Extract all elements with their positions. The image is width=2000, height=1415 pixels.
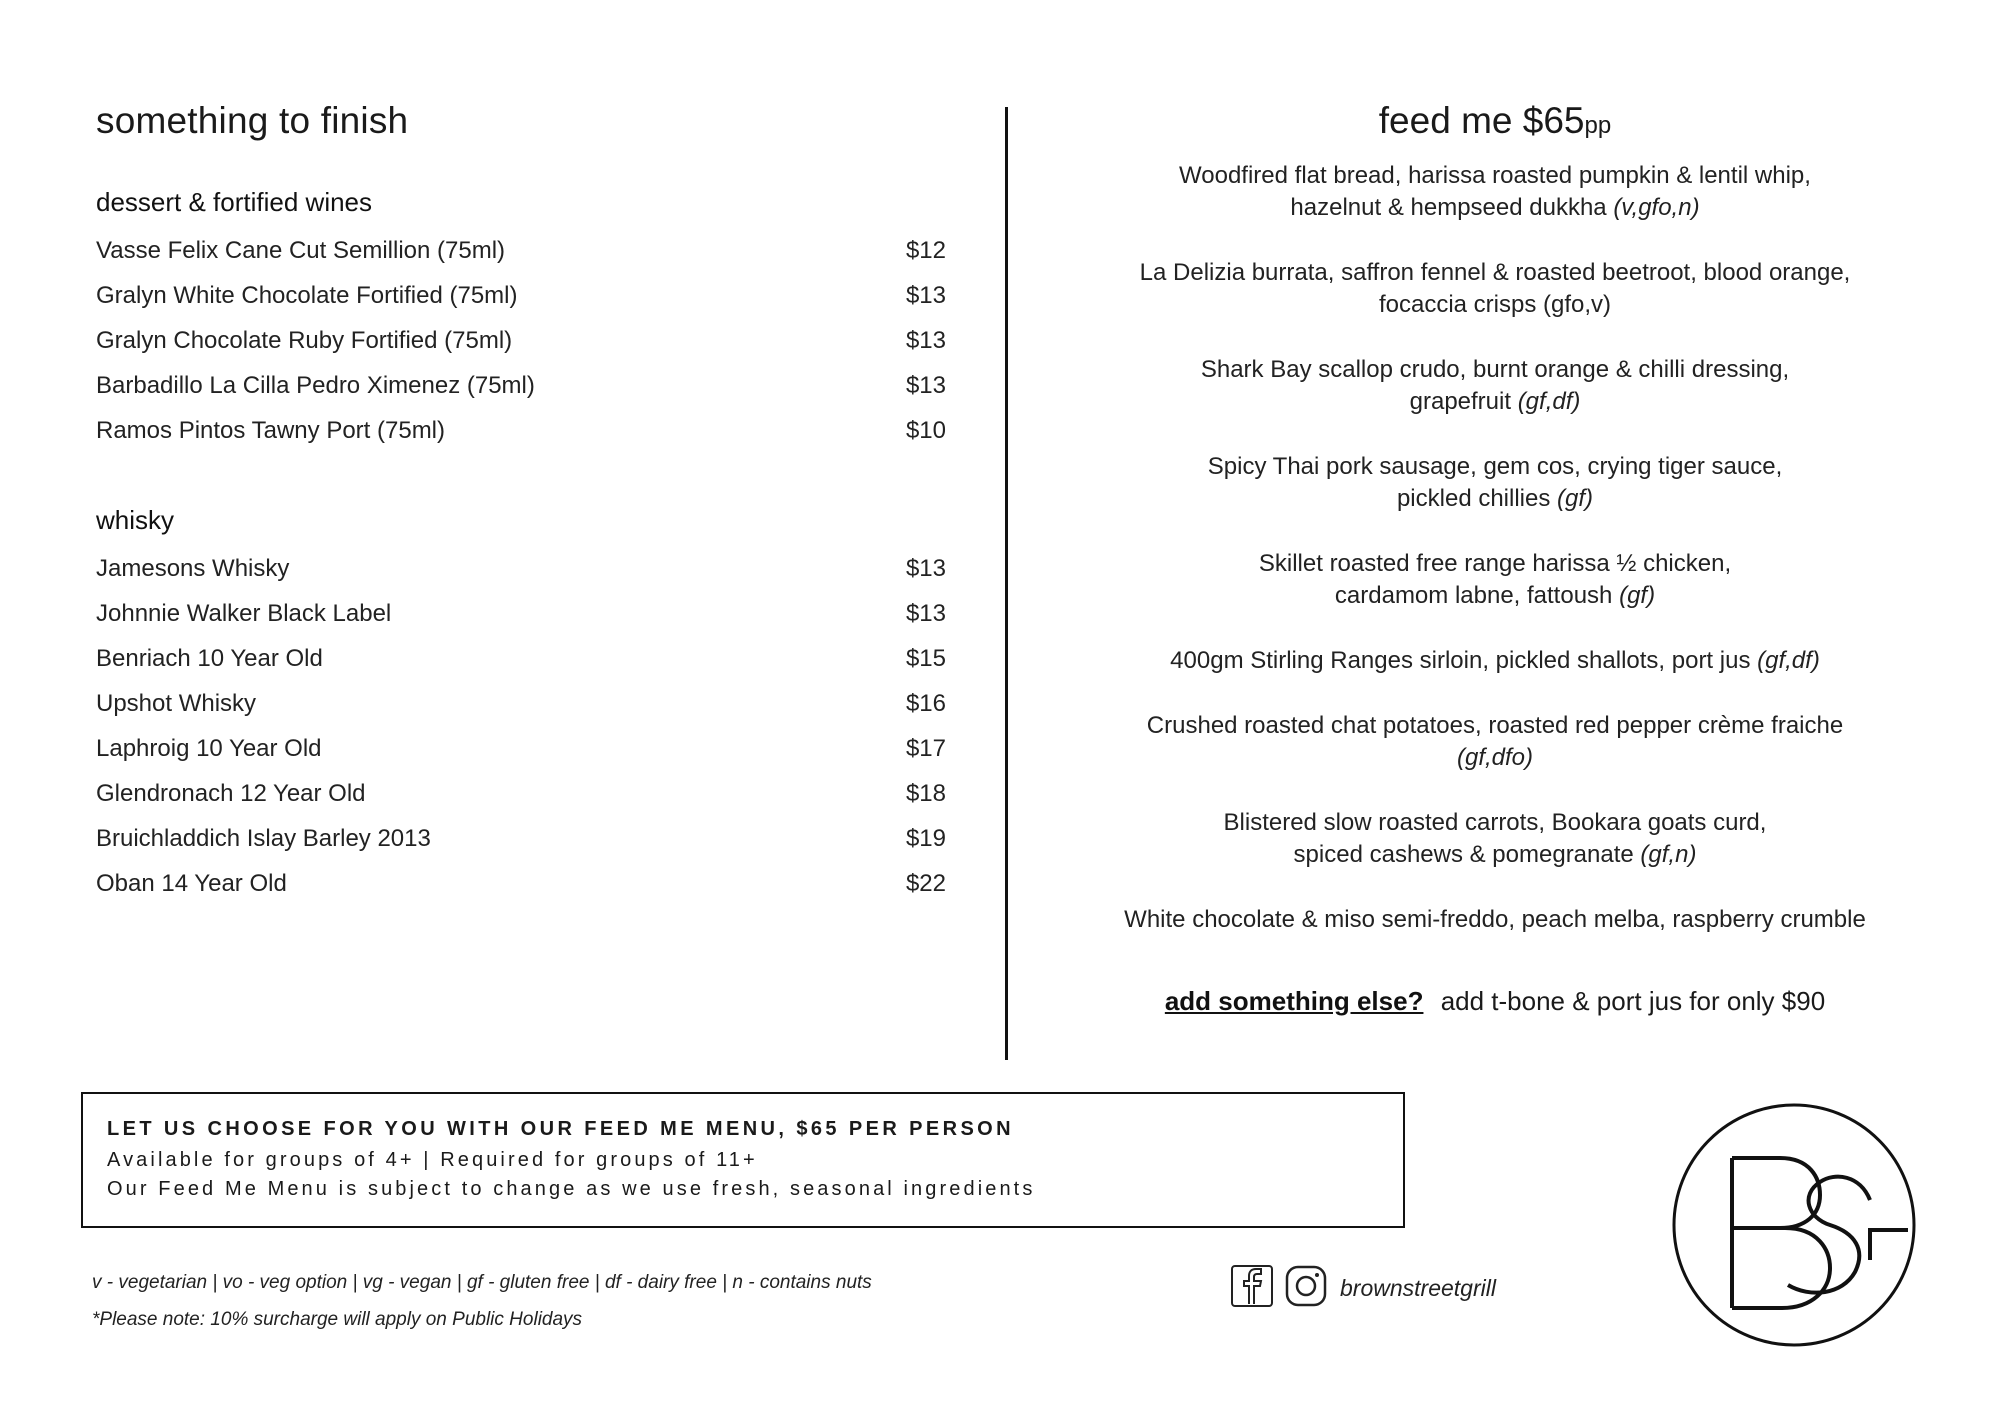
info-box-line: Our Feed Me Menu is subject to change as we use fresh, seasonal ingredients bbox=[107, 1178, 1036, 1200]
dietary-tag: (gf,dfo) bbox=[1456, 744, 1534, 771]
item-name: Laphroig 10 Year Old bbox=[96, 735, 322, 762]
dish-item bbox=[1060, 160, 1930, 224]
feed-me-column bbox=[1060, 100, 1930, 1017]
surcharge-note: *Please note: 10% surcharge will apply on Public Holidays bbox=[92, 1309, 583, 1330]
dish-item bbox=[1060, 807, 1930, 871]
dish-line: La Delizia burrata, saffron fennel & roasted beetroot, blood orange, bbox=[1139, 259, 1851, 286]
list-item bbox=[96, 681, 946, 726]
item-price: $13 bbox=[905, 282, 946, 309]
dish-line: White chocolate & miso semi-freddo, peach melba, raspberry crumble bbox=[1124, 906, 1866, 933]
item-name: Upshot Whisky bbox=[96, 690, 257, 717]
dish-line: spiced cashews & pomegranate bbox=[1293, 841, 1634, 868]
dietary-legend bbox=[92, 1272, 872, 1346]
instagram-icon[interactable] bbox=[1284, 1264, 1328, 1313]
list-item bbox=[96, 861, 946, 906]
list-item bbox=[96, 228, 946, 273]
item-price: $12 bbox=[905, 237, 946, 264]
add-on-text: add t-bone & port jus for only $90 bbox=[1440, 986, 1826, 1016]
dish-line: 400gm Stirling Ranges sirloin, pickled shallots, port jus bbox=[1170, 647, 1751, 674]
item-price: $13 bbox=[905, 327, 946, 354]
item-price: $10 bbox=[905, 417, 946, 444]
dish-line: focaccia crisps (gfo,v) bbox=[1378, 291, 1612, 318]
list-item bbox=[96, 771, 946, 816]
section-title: something to finish bbox=[96, 100, 409, 141]
dietary-tag: (gf,df) bbox=[1517, 388, 1581, 415]
dish-item bbox=[1060, 257, 1930, 321]
dish-item bbox=[1060, 548, 1930, 612]
item-price: $15 bbox=[905, 645, 946, 672]
item-name: Glendronach 12 Year Old bbox=[96, 780, 366, 807]
dietary-tag: (gf,df) bbox=[1757, 647, 1820, 674]
dietary-tag: (v,gfo,n) bbox=[1613, 194, 1700, 221]
dish-item bbox=[1060, 645, 1930, 677]
item-name: Ramos Pintos Tawny Port (75ml) bbox=[96, 417, 446, 444]
list-item bbox=[96, 408, 946, 453]
dessert-list bbox=[96, 228, 946, 453]
list-item bbox=[96, 816, 946, 861]
brand-logo bbox=[1670, 1100, 1920, 1355]
feed-me-info-box bbox=[81, 1092, 1405, 1228]
item-price: $18 bbox=[905, 780, 946, 807]
dish-line: Crushed roasted chat potatoes, roasted red pepper crème fraiche bbox=[1146, 712, 1844, 739]
whisky-list bbox=[96, 546, 946, 906]
add-something-link[interactable]: add something else? bbox=[1164, 986, 1424, 1016]
dish-line: pickled chillies bbox=[1396, 485, 1551, 512]
social-handle[interactable]: brownstreetgrill bbox=[1340, 1275, 1496, 1301]
dietary-tag: (gf) bbox=[1619, 582, 1656, 609]
dish-item bbox=[1060, 710, 1930, 774]
dish-line: Spicy Thai pork sausage, gem cos, crying tiger sauce, bbox=[1207, 453, 1783, 480]
item-price: $13 bbox=[905, 555, 946, 582]
list-item bbox=[96, 636, 946, 681]
dietary-tag: (gf) bbox=[1557, 485, 1594, 512]
info-box-heading: LET US CHOOSE FOR YOU WITH OUR FEED ME MENU, $65 PER PERSON bbox=[107, 1118, 1014, 1140]
list-item bbox=[96, 546, 946, 591]
dish-line: Blistered slow roasted carrots, Bookara goats curd, bbox=[1223, 809, 1767, 836]
legend-line: v - vegetarian | vo - veg option | vg - vegan | gf - gluten free | df - dairy free | n - contains nuts bbox=[92, 1272, 872, 1293]
left-column bbox=[96, 100, 946, 906]
item-name: Gralyn White Chocolate Fortified (75ml) bbox=[96, 282, 518, 309]
item-name: Benriach 10 Year Old bbox=[96, 645, 323, 672]
facebook-icon[interactable] bbox=[1230, 1264, 1274, 1313]
item-price: $13 bbox=[905, 600, 946, 627]
item-name: Jamesons Whisky bbox=[96, 555, 290, 582]
item-name: Johnnie Walker Black Label bbox=[96, 600, 392, 627]
dish-item bbox=[1060, 354, 1930, 418]
item-name: Gralyn Chocolate Ruby Fortified (75ml) bbox=[96, 327, 513, 354]
dish-line: Shark Bay scallop crudo, burnt orange & chilli dressing, bbox=[1200, 356, 1790, 383]
item-name: Vasse Felix Cane Cut Semillion (75ml) bbox=[96, 237, 506, 264]
list-item bbox=[96, 726, 946, 771]
list-item bbox=[96, 318, 946, 363]
column-divider bbox=[1005, 107, 1008, 1060]
item-price: $22 bbox=[905, 870, 946, 897]
item-name: Barbadillo La Cilla Pedro Ximenez (75ml) bbox=[96, 372, 535, 399]
whisky-heading: whisky bbox=[96, 505, 175, 535]
dish-item bbox=[1060, 451, 1930, 515]
info-box-line: Available for groups of 4+ | Required for groups of 11+ bbox=[107, 1149, 758, 1171]
dish-line: cardamom labne, fattoush bbox=[1334, 582, 1613, 609]
feed-me-title-suffix: pp bbox=[1584, 112, 1612, 139]
item-name: Bruichladdich Islay Barley 2013 bbox=[96, 825, 431, 852]
dish-line: hazelnut & hempseed dukkha bbox=[1290, 194, 1607, 221]
item-name: Oban 14 Year Old bbox=[96, 870, 287, 897]
dish-item bbox=[1060, 904, 1930, 936]
feed-me-title bbox=[1060, 100, 1930, 142]
feed-me-title-text: feed me $65 bbox=[1378, 100, 1585, 141]
list-item bbox=[96, 273, 946, 318]
item-price: $19 bbox=[905, 825, 946, 852]
dish-line: Skillet roasted free range harissa ½ chicken, bbox=[1258, 550, 1732, 577]
dietary-tag: (gf,n) bbox=[1640, 841, 1697, 868]
social-links bbox=[1230, 1264, 1496, 1313]
list-item bbox=[96, 363, 946, 408]
add-on-line bbox=[1060, 986, 1930, 1017]
item-price: $16 bbox=[905, 690, 946, 717]
dessert-heading: dessert & fortified wines bbox=[96, 187, 373, 217]
item-price: $17 bbox=[905, 735, 946, 762]
list-item bbox=[96, 591, 946, 636]
dish-line: grapefruit bbox=[1409, 388, 1512, 415]
item-price: $13 bbox=[905, 372, 946, 399]
dish-line: Woodfired flat bread, harissa roasted pumpkin & lentil whip, bbox=[1179, 162, 1811, 189]
